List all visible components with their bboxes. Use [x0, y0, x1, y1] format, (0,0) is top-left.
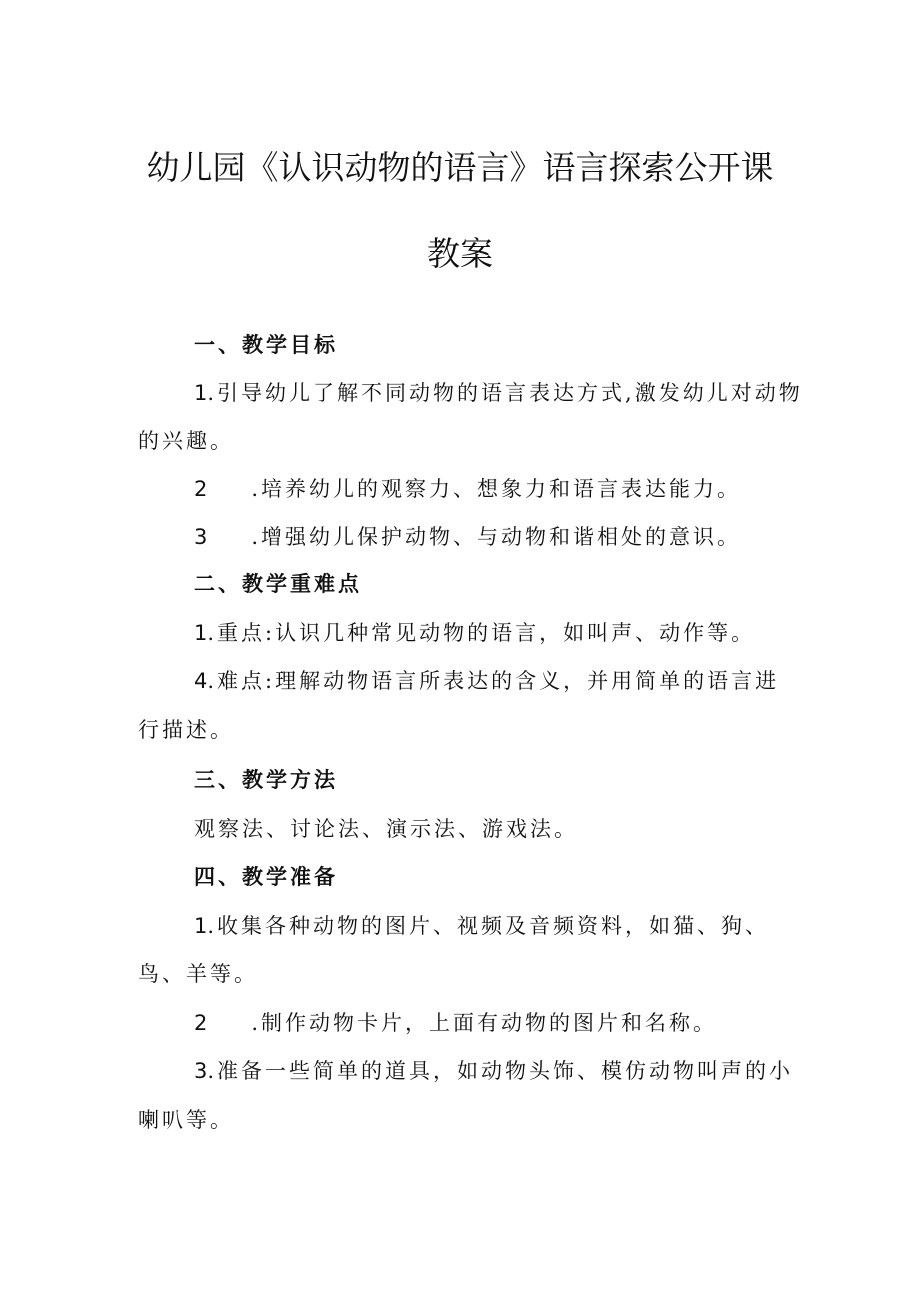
objective-item-1-number: 1 [194, 381, 208, 405]
preparation-item-1-text: .收集各种动物的图片、视频及音频资料，如猫、狗、 [207, 914, 770, 938]
key-point-item-2-line2: 行描述。 [138, 718, 234, 742]
objective-item-1-line1 [194, 377, 803, 407]
objective-item-2-number: 2 [194, 477, 208, 501]
objective-item-2 [194, 473, 741, 503]
section-heading-key-points: 二、教学重难点 [194, 572, 362, 596]
key-point-item-1-number: 1 [194, 621, 208, 645]
document-title-line2: 教案 [427, 234, 493, 273]
preparation-item-1-line1 [194, 910, 769, 940]
preparation-item-2-text: .制作动物卡片，上面有动物的图片和名称。 [251, 1011, 718, 1035]
objective-item-3-number: 3 [194, 525, 208, 549]
key-point-item-2-text: .难点:理解动物语言所表达的含义，并用简单的语言进 [207, 669, 780, 693]
section-heading-methods: 三、教学方法 [194, 768, 338, 792]
document-title-line1: 幼儿园《认识动物的语言》语言探索公开课 [146, 148, 774, 187]
methods-text: 观察法、讨论法、演示法、游戏法。 [194, 817, 578, 841]
key-point-item-1 [194, 617, 755, 647]
section-heading-objectives: 一、教学目标 [194, 333, 338, 357]
objective-item-1-line2: 的兴趣。 [138, 429, 234, 453]
key-point-item-2-line1 [194, 665, 779, 695]
key-point-item-2-number: 4 [194, 669, 208, 693]
preparation-item-3-number: 3 [194, 1059, 208, 1083]
objective-item-2-text: .培养幼儿的观察力、想象力和语言表达能力。 [251, 477, 742, 501]
key-point-item-1-text: .重点:认识几种常见动物的语言，如叫声、动作等。 [207, 621, 756, 645]
preparation-item-1-number: 1 [194, 914, 208, 938]
section-heading-preparation: 四、教学准备 [194, 865, 338, 889]
preparation-item-1-line2: 鸟、羊等。 [138, 962, 258, 986]
preparation-item-2-number: 2 [194, 1011, 208, 1035]
objective-item-3-text: .增强幼儿保护动物、与动物和谐相处的意识。 [251, 525, 742, 549]
preparation-item-3-line1 [194, 1055, 793, 1085]
preparation-item-3-line2: 喇叭等。 [138, 1108, 234, 1132]
preparation-item-3-text: .准备一些简单的道具，如动物头饰、模仿动物叫声的小 [207, 1059, 794, 1083]
preparation-item-2 [194, 1007, 717, 1037]
objective-item-1-text: .引导幼儿了解不同动物的语言表达方式,激发幼儿对动物 [207, 381, 803, 405]
objective-item-3 [194, 521, 741, 551]
